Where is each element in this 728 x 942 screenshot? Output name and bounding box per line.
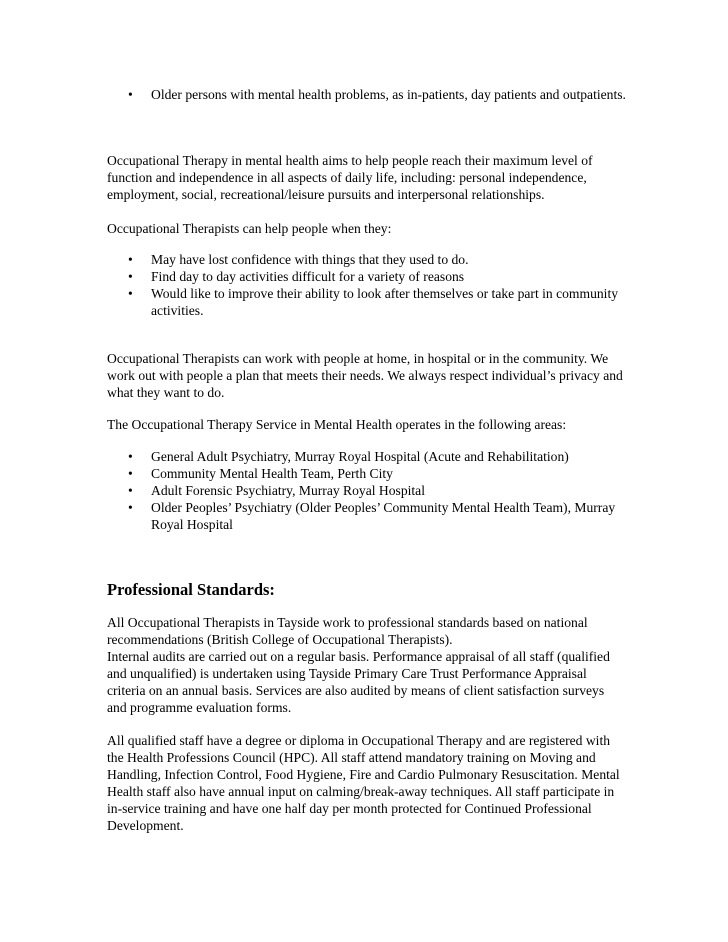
list-item: • Community Mental Health Team, Perth City [107,465,627,482]
list-item: • Older persons with mental health problems, as in-patients, day patients and outpatients. [107,86,627,103]
areas-bullet-list [107,448,627,533]
paragraph-help-intro: Occupational Therapists can help people when they: [107,221,392,236]
paragraph-standards: All Occupational Therapists in Tayside work to professional standards based on national recommendations (British College of Occupational Therapists). [107,615,588,647]
list-item: • Would like to improve their ability to look after themselves or take part in community activities. [107,285,627,319]
section-heading: Professional Standards: [107,580,275,599]
intro-bullet-list [107,86,627,103]
help-bullet-list [107,251,627,319]
list-item: • Find day to day activities difficult for a variety of reasons [107,268,627,285]
paragraph-ot-aims: Occupational Therapy in mental health aims to help people reach their maximum level of function and independence in all aspects of daily life, including: personal independence, employment, social, recreational/leisure pursuits and interpersonal relationships. [107,153,593,202]
list-item: • General Adult Psychiatry, Murray Royal Hospital (Acute and Rehabilitation) [107,448,627,465]
paragraph-audits: Internal audits are carried out on a regular basis. Performance appraisal of all staff (qualified and unqualified) is undertaken using Tayside Primary Care Trust Performance Appraisal criteria on an annual basis. Services are also audited by means of client satisfaction surveys and programme evaluation forms. [107,649,610,715]
paragraph-work-with-people: Occupational Therapists can work with people at home, in hospital or in the community. We work out with people a plan that meets their needs. We always respect individual’s privacy and what they want to do. [107,351,623,400]
paragraph-qualified-staff: All qualified staff have a degree or diploma in Occupational Therapy and are registered with the Health Professions Council (HPC). All staff attend mandatory training on Moving and Handling, Infection Control, Food Hygiene, Fire and Cardio Pulmonary Resuscitation. Mental Health staff also have annual input on calming/break-away techniques. All staff participate in in-service training and have one half day per month protected for Continued Professional Development. [107,733,620,833]
paragraph-service-areas-intro: The Occupational Therapy Service in Mental Health operates in the following areas: [107,417,567,432]
list-item: • May have lost confidence with things that they used to do. [107,251,627,268]
list-item: • Older Peoples’ Psychiatry (Older Peoples’ Community Mental Health Team), Murray Royal Hospital [107,499,627,533]
list-item: • Adult Forensic Psychiatry, Murray Royal Hospital [107,482,627,499]
